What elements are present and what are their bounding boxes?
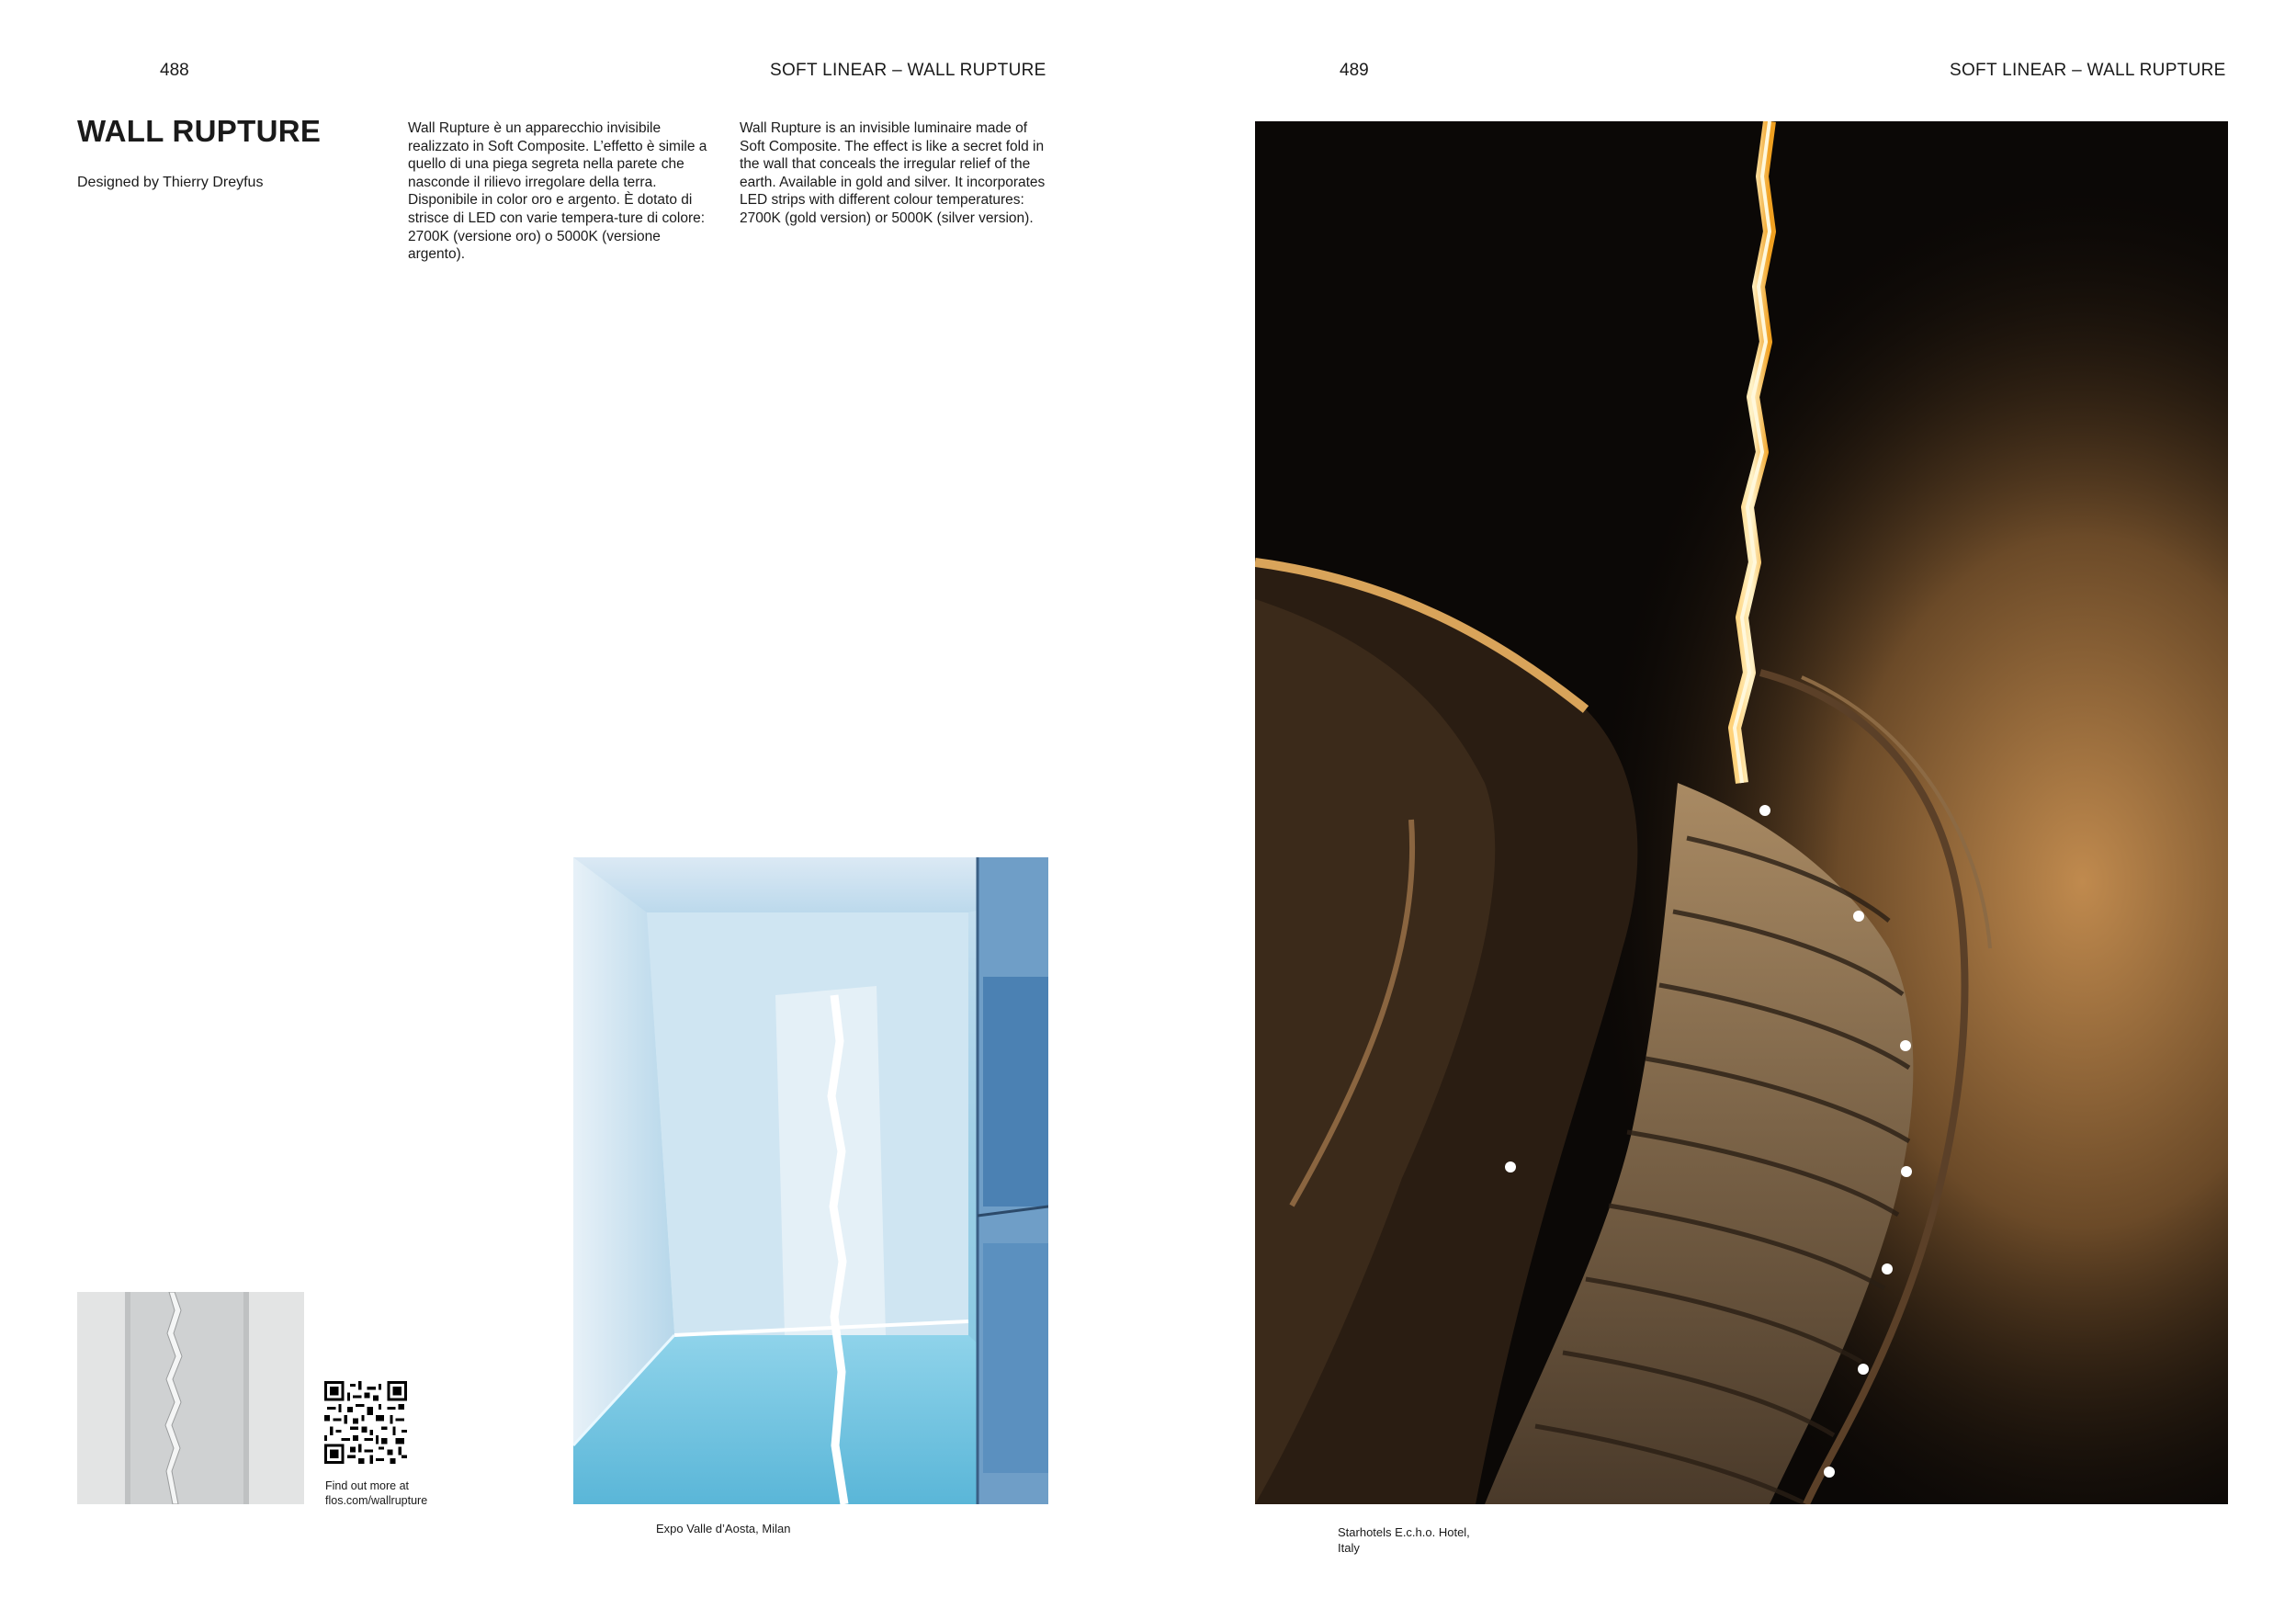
designer-credit: Designed by Thierry Dreyfus xyxy=(77,175,264,190)
qr-caption-line-1: Find out more at xyxy=(325,1479,410,1492)
qr-caption xyxy=(325,1478,427,1508)
caption-expo-milan: Expo Valle d’Aosta, Milan xyxy=(656,1522,791,1535)
description-italian: Wall Rupture è un apparecchio invisibile realizzato in Soft Composite. L’effetto è simile a quello di una piega segreta nella parete che nasconde il rilievo irregolare della terra. Disponibile in color oro e argento. È dotato di strisce di LED con varie tempera-ture di colore: 2700K (versione oro) o 5000K (versione argento). xyxy=(408,120,707,263)
running-head-right: SOFT LINEAR – WALL RUPTURE xyxy=(1950,61,2226,80)
running-head-left: SOFT LINEAR – WALL RUPTURE xyxy=(770,61,1046,80)
qr-caption-link[interactable]: flos.com/wallrupture xyxy=(325,1494,428,1507)
photo-starhotels-echo-staircase xyxy=(1255,121,2228,1504)
qr-code-icon[interactable] xyxy=(324,1381,407,1464)
description-english: Wall Rupture is an invisible luminaire made of Soft Composite. The effect is like a secret fold in the wall that conceals the irregular relief of the earth. Available in gold and silver. It incorporates LED strips with different colour temperatures: 2700K (gold version) or 5000K (silver version). xyxy=(740,120,1046,226)
caption-starhotels-line-1: Starhotels E.c.h.o. Hotel, xyxy=(1338,1525,1470,1539)
product-image xyxy=(77,1292,304,1504)
page-number-left: 488 xyxy=(160,61,189,80)
caption-starhotels xyxy=(1338,1524,1470,1556)
photo-expo-valle-daosta xyxy=(573,857,1048,1504)
page-title: WALL RUPTURE xyxy=(77,114,322,148)
page-number-right: 489 xyxy=(1340,61,1369,80)
caption-starhotels-line-2: Italy xyxy=(1338,1541,1360,1555)
